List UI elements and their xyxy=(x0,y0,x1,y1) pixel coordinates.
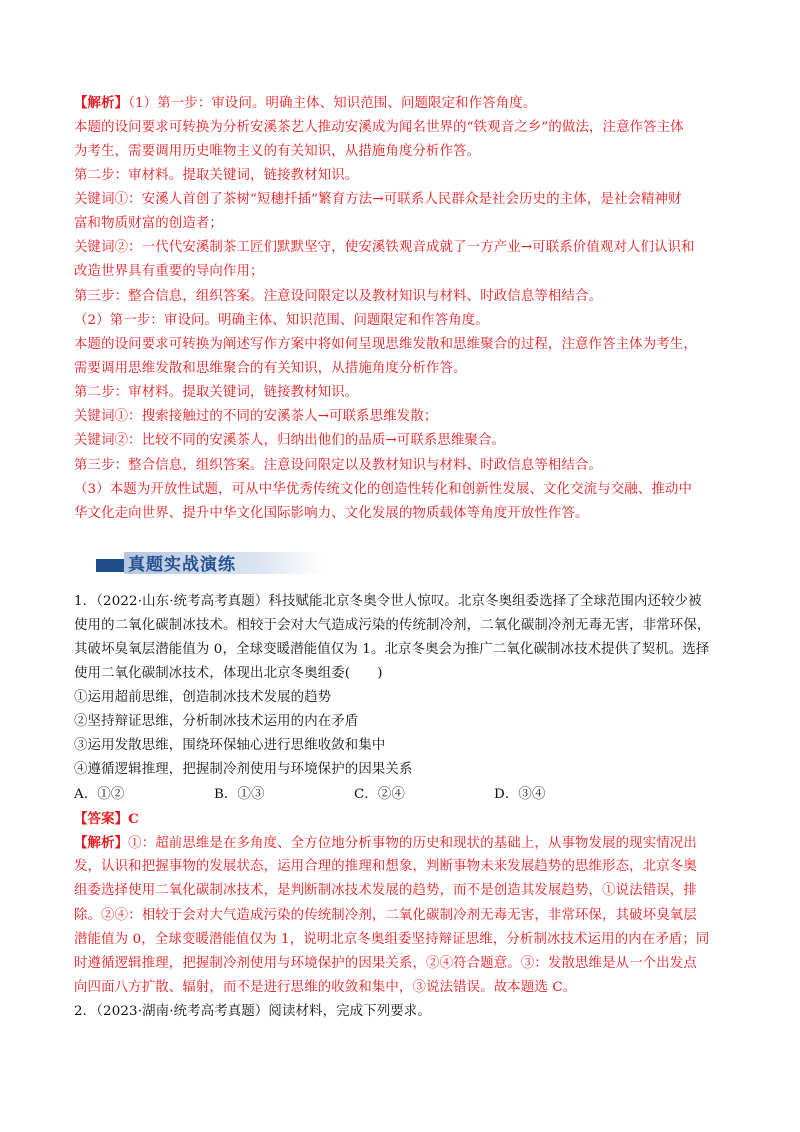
question-stem-line: 使用二氧化碳制冰技术，体现出北京冬奥组委( ) xyxy=(74,666,383,681)
q1-analysis-line: 组委选择使用二氧化碳制冰技术，是判断制冰技术发展的趋势，而不是创造其发展趋势，①说法错误，排 xyxy=(74,883,697,898)
analysis-line: 关键词①：搜索接触过的不同的安溪茶人→可联系思维发散； xyxy=(74,409,438,424)
analysis-line: 本题的设问要求可转换为分析安溪茶艺人推动安溪成为闻名世界的“铁观音之乡”的做法，注意作答主体 xyxy=(74,120,684,135)
analysis-label: 【解析】 xyxy=(74,835,129,851)
analysis-line: 【解析】（1）第一步：审设问。明确主体、知识范围、问题限定和作答角度。 xyxy=(74,95,537,111)
analysis-line: 华文化走向世界、提升中华文化国际影响力、文化发展的物质载体等角度开放性作答。 xyxy=(74,506,589,521)
statement-item: ④遵循逻辑推理，把握制冷剂使用与环境保护的因果关系 xyxy=(74,762,413,777)
q1-analysis-line: 【解析】①：超前思维是在多角度、全方位地分析事物的历史和现状的基础上，从事物发展的现实情况出 xyxy=(74,835,697,851)
q1-analysis-line: 潜能值为 0，全球变暖潜能值仅为 1，说明北京冬奥组委坚持辩证思维，分析制冰技术运用的内在矛盾；同 xyxy=(74,932,710,947)
analysis-line: 第二步：审材料。提取关键词，链接教材知识。 xyxy=(74,168,359,183)
statement-item: ①运用超前思维，创造制冰技术发展的趋势 xyxy=(74,690,332,705)
q1-analysis-line: 发，认识和把握事物的发展状态，运用合理的推理和想象，判断事物未来发展趋势的思维形态，北京冬奥 xyxy=(74,859,697,874)
banner-bar xyxy=(96,559,126,572)
option-d[interactable]: D．③④ xyxy=(494,787,546,802)
analysis-line: 第二步：审材料。提取关键词，链接教材知识。 xyxy=(74,385,359,400)
statement-item: ③运用发散思维，围绕环保轴心进行思维收敛和集中 xyxy=(74,738,386,753)
analysis-line: 富和物质财富的创造者； xyxy=(74,216,223,231)
answer-label: 【答案】 xyxy=(74,811,129,827)
section-banner xyxy=(96,548,328,574)
analysis-line: 关键词②：比较不同的安溪茶人，归纳出他们的品质→可联系思维聚合。 xyxy=(74,433,506,448)
analysis-line: （3）本题为开放性试题，可从中华优秀传统文化的创造性转化和创新性发展、文化交流与交融、推动中 xyxy=(74,482,692,497)
question-stem-line: 1．（2022·山东·统考高考真题）科技赋能北京冬奥令世人惊叹。北京冬奥组委选择了全球范围内还较少被 xyxy=(74,594,702,609)
question-stem-line: 使用的二氧化碳制冰技术。相较于会对大气造成污染的传统制冷剂，二氧化碳制冷剂无毒无害，非常环保， xyxy=(74,618,711,633)
analysis-line: 关键词①：安溪人首创了茶树“短穗扦插”繁育方法→可联系人民群众是社会历史的主体，是社会精神财 xyxy=(74,192,682,207)
analysis-line: （2）第一步：审设问。明确主体、知识范围、问题限定和作答角度。 xyxy=(74,313,489,328)
q1-analysis-line: 向四面八方扩散、辐射，而不是进行思维的收敛和集中，③说法错误。故本题选 C。 xyxy=(74,980,577,995)
answer-options xyxy=(74,786,634,804)
question-stem-line: 其破坏臭氧层潜能值为 0，全球变暖潜能值仅为 1。北京冬奥会为推广二氧化碳制冰技术提供了契机。选择 xyxy=(74,642,710,657)
analysis-line: 第三步：整合信息，组织答案。注意设问限定以及教材知识与材料、时政信息等相结合。 xyxy=(74,289,603,304)
q1-analysis-line: 除。②④：相较于会对大气造成污染的传统制冷剂，二氧化碳制冷剂无毒无害，非常环保，其破坏臭氧层 xyxy=(74,908,697,923)
option-c[interactable]: C．②④ xyxy=(354,787,406,802)
analysis-line: 第三步：整合信息，组织答案。注意设问限定以及教材知识与材料、时政信息等相结合。 xyxy=(74,458,603,473)
analysis-line: 为考生，需要调用历史唯物主义的有关知识，从措施角度分析作答。 xyxy=(74,144,481,159)
analysis-line: 关键词②：一代代安溪制茶工匠们默默坚守，使安溪铁观音成就了一方产业→可联系价值观对人们认识和 xyxy=(74,240,695,255)
q1-analysis-line: 时遵循逻辑推理，把握制冷剂使用与环境保护的因果关系，②④符合题意。③：发散思维是从一个出发点 xyxy=(74,956,697,971)
analysis-line: 需要调用思维发散和思维聚合的有关知识，从措施角度分析作答。 xyxy=(74,361,467,376)
statement-item: ②坚持辩证思维，分析制冰技术运用的内在矛盾 xyxy=(74,714,359,729)
analysis-label: 【解析】 xyxy=(74,95,129,111)
analysis-line: 本题的设问要求可转换为阐述写作方案中将如何呈现思维发散和思维聚合的过程，注意作答主体为考生， xyxy=(74,337,697,352)
analysis-line: 改造世界具有重要的导向作用； xyxy=(74,264,264,279)
option-b[interactable]: B．①③ xyxy=(214,787,265,802)
section-title: 真题实战演练 xyxy=(128,555,236,575)
answer-value: C xyxy=(128,811,139,827)
answer-line xyxy=(74,810,139,828)
option-a[interactable]: A．①② xyxy=(74,787,125,802)
question-2-stem: 2．（2023·湖南·统考高考真题）阅读材料，完成下列要求。 xyxy=(74,1004,431,1019)
